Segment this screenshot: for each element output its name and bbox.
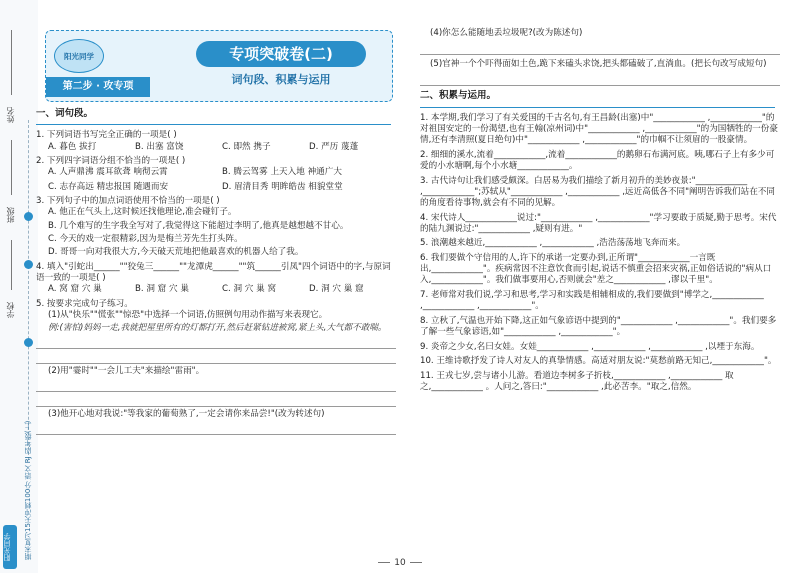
step-banner: 第二步 · 攻专项	[46, 77, 150, 97]
answer-line[interactable]	[420, 41, 780, 55]
answer-line[interactable]	[36, 422, 396, 435]
subquestion-1: (1)从"快乐""慌张""惊恐"中选择一个词语,仿照例句用动作描写来表现它。	[48, 309, 328, 320]
question-r3: 3. 古代诗句让我们感受颇深。白居易为我们描绘了新月初升的美妙夜景:"____________ ,____________";苏轼从"____________ ,____________ ,远近高低各不同"阐明告诉我们站在不同的角度看待事物,就会有不同的见解。	[420, 175, 775, 208]
binding-strip	[0, 0, 38, 573]
section-heading: 二、积累与运用。	[420, 90, 497, 102]
question-stem: 2. 下列四字词语分组不恰当的一项是( )	[36, 156, 186, 167]
answer-line[interactable]	[36, 394, 396, 407]
answer-line[interactable]	[420, 72, 780, 86]
question-5	[36, 299, 396, 436]
question-r8: 8. 立秋了,气温也开始下降,这正如气象谚语中提到的"____________ ,____________"。我们要多了解一些气象谚语,如"____________ ,____________"。	[420, 315, 777, 338]
option-b[interactable]: B. 洞 窟 穴 巢	[135, 283, 189, 294]
option-c[interactable]: C. 今天的戏一定很精彩,因为是梅兰芳先生打头阵。	[48, 233, 243, 244]
name-line	[11, 30, 12, 95]
answer-line[interactable]	[36, 379, 396, 392]
option-a[interactable]: A. 暮色 拔打	[48, 141, 97, 152]
binding-dot	[24, 260, 33, 269]
page-title: 专项突破卷(二)	[196, 41, 366, 67]
right-column	[420, 28, 780, 397]
question-r11: 11. 王戎七岁,尝与诸小儿游。看道边李树多子折枝,____________ ,____________ 取之,____________ 。人问之,答曰:"____________ ,此必苦李。"取之,信然。	[420, 371, 734, 393]
option-c[interactable]: C. 志存高远 精忠报国 随遇而安	[48, 181, 169, 192]
name-label: 姓名	[6, 107, 15, 123]
school-line	[11, 240, 12, 290]
option-a[interactable]: A. 他正在气头上,这时候还找他理论,准会碰钉子。	[48, 207, 237, 218]
question-4	[36, 262, 396, 296]
question-stem: 5. 按要求完成句子练习。	[36, 298, 133, 309]
option-d[interactable]: D. 严历 蔑蓬	[309, 141, 359, 152]
subquestion-4: (4)你怎么能随地丢垃圾呢?(改为陈述句)	[430, 28, 583, 38]
question-r5: 5. 浪潮越来越近,____________ ,____________ ,浩浩荡荡地飞奔而来。	[420, 238, 686, 249]
option-b[interactable]: B. 几个难写的生字我全写对了,我觉得这下能超过李明了,他真是越想越不甘心。	[48, 220, 349, 231]
binding-dot	[24, 212, 33, 221]
answer-line[interactable]	[36, 336, 396, 349]
question-r10: 10. 王维诗歌抒发了诗人对友人的真挚情感。高适对朋友说:"莫愁前路无知己,____________"。	[420, 356, 777, 367]
question-r7: 7. 老师常对我们说,学习和思考,学习和实践是相辅相成的,我们要做到"博学之,____________ ,____________ ,____________"。	[420, 290, 764, 312]
school-label: 学校	[6, 302, 15, 318]
subquestion-3: (3)他开心地对我说:"等我家的葡萄熟了,一定会请你来品尝!"(改为转述句)	[48, 409, 325, 420]
section-divider	[420, 107, 775, 108]
example-text: 例:(害怕)妈妈一走,我就把屋里所有的灯都打开,然后赶紧钻进被窝,紧上头,大气都不敢喘。	[48, 322, 387, 333]
question-3	[36, 196, 396, 258]
question-r9: 9. 炎帝之少女,名曰女娃。女娃____________ ,____________ ,____________ ,以堙于东海。	[420, 341, 760, 352]
section-divider	[36, 124, 391, 125]
subquestion-5: (5)官神一个个吓得面如土色,跪下来磕头求饶,把头都磕破了,直淌血。(把长句改写成短句)	[430, 59, 767, 70]
option-d[interactable]: D. 眉清目秀 明眸皓齿 相貌堂堂	[222, 181, 343, 192]
answer-line[interactable]	[36, 351, 396, 364]
option-b[interactable]: B. 腾云驾雾 上天入地 神通广大	[222, 167, 342, 178]
question-r2: 2. 细细的溪水,流着____________,流着____________的鹅卵石布满河底。咦,哪石子上有多少可爱的小水塘啊,每个小水塘____________。	[420, 149, 775, 171]
binding-dot	[24, 338, 33, 347]
question-stem: 1. 下列词语书写完全正确的一项是( )	[36, 130, 177, 141]
question-2	[36, 156, 396, 193]
left-column	[36, 108, 396, 439]
question-stem: 3. 下列句子中的加点词语使用不恰当的一项是( )	[36, 196, 220, 207]
subquestion-2: (2)用"霎时""一会儿工夫"来描绘"雷雨"。	[48, 366, 205, 377]
page-header	[45, 30, 393, 102]
option-a[interactable]: A. 窝 窟 穴 巢	[48, 283, 102, 294]
question-r1: 1. 本学期,我们学习了有关爱国的千古名句,有王昌龄(出塞)中"____________ ,____________"的对祖国安定的一份渴望,也有王翰(凉州词)中"____________ ,____________"的为国牺牲的一份豪情,还有李清照(夏日绝句)中"____________ ,____________"的巾帼不让须眉的一股豪情。	[420, 112, 778, 146]
question-r6: 6. 我们要做个守信用的人,许下的承诺一定要办到,正所谓"____________一言既出,____________"。疾病常因不注意饮食而引起,说话不慎重会招来灾祸,正如俗话说的"病从口入,____________"。我们做事要用心,否则就会"差之____________ ,谬以千里"。	[420, 253, 772, 286]
page-number: 10	[370, 558, 430, 570]
question-r4: 4. 宋代诗人____________说过:"____________ ,____________"学习要敢于质疑,勤于思考。宋代的陆九渊说过:"____________ ,疑则有进。"	[420, 212, 777, 234]
class-line	[11, 140, 12, 195]
brand-logo: 阳光同学	[54, 39, 104, 73]
page-subtitle: 词句段、积累与运用	[231, 73, 331, 86]
option-d[interactable]: D. 洞 穴 巢 窟	[309, 283, 364, 294]
option-d[interactable]: D. 哥哥一向对我很大方,今天破天荒地把他最喜欢的机器人给了我。	[48, 246, 304, 257]
option-a[interactable]: A. 人声鼎沸 震耳欲聋 响彻云霄	[48, 167, 168, 178]
brand-logo: 阳光同学	[3, 525, 17, 569]
question-1	[36, 130, 396, 152]
question-stem: 4. 填入"引蛇出______""狡兔三______""龙潭虎______""筑______引凤"四个词语中的字,与原词语一致的一项是( )	[36, 261, 391, 283]
option-c[interactable]: C. 洞 穴 巢 窝	[222, 283, 277, 294]
section-heading: 一、词句段。	[36, 108, 94, 119]
class-label: 班级	[6, 207, 15, 223]
option-b[interactable]: B. 出塞 富饶	[135, 141, 184, 152]
option-c[interactable]: C. 即然 携子	[222, 141, 271, 152]
series-text: 期末复习15天冲刺100分 语文 RJ 四年级(上)	[24, 420, 32, 560]
